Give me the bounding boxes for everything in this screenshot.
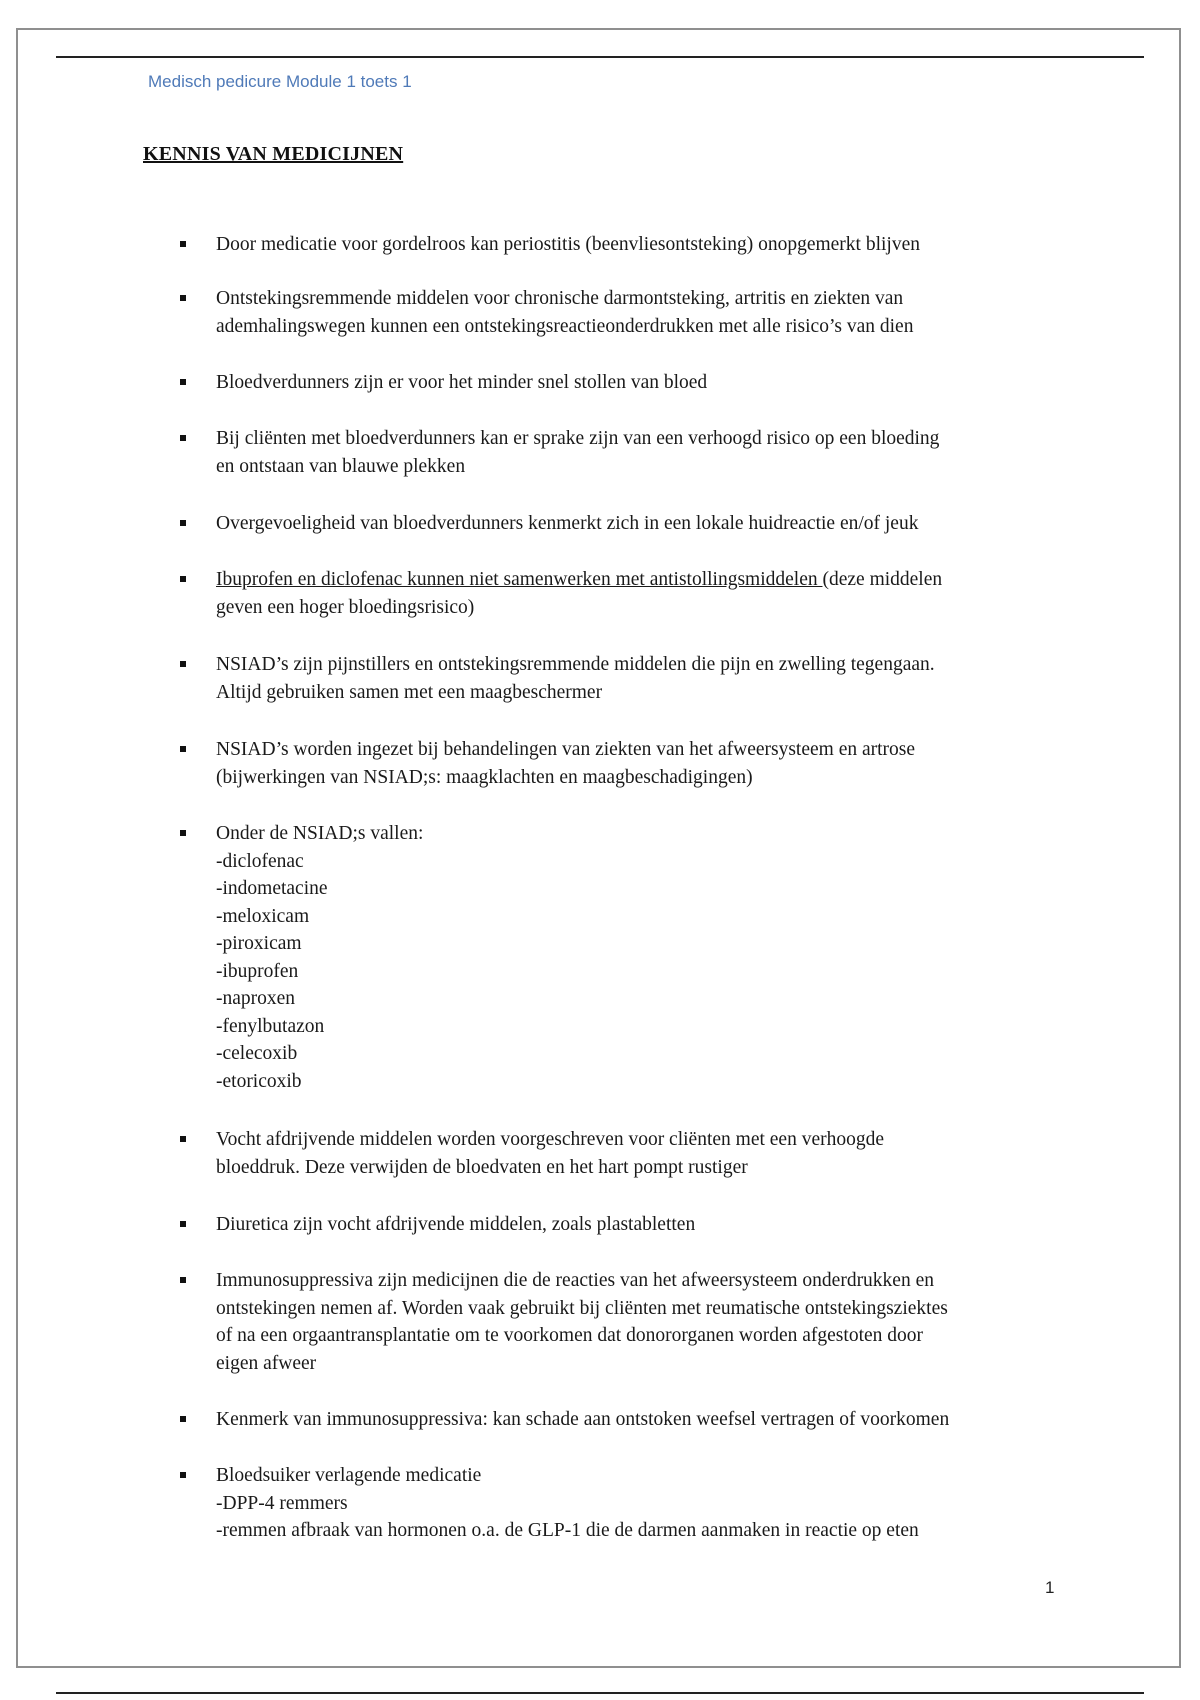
section-title: KENNIS VAN MEDICIJNEN [143, 143, 404, 165]
bullet-marker [180, 746, 186, 752]
text-line: Bloedverdunners zijn er voor het minder snel stollen van bloed [216, 372, 708, 393]
bullet-marker [180, 520, 186, 526]
bullet-marker [180, 1472, 186, 1478]
text-line: -celecoxib [216, 1043, 298, 1064]
text-line: Bij cliënten met bloedverdunners kan er sprake zijn van een verhoogd risico op een bloeding [216, 428, 940, 449]
text-line: Diuretica zijn vocht afdrijvende middelen, zoals plastabletten [216, 1214, 696, 1235]
text-line: en ontstaan van blauwe plekken [216, 455, 466, 477]
text-line: bloeddruk. Deze verwijden de bloedvaten en het hart pompt rustiger [216, 1156, 748, 1178]
bullet-text [216, 510, 1076, 538]
text-line: NSIAD’s worden ingezet bij behandelingen van ziekten van het afweersysteem en artrose [216, 739, 916, 760]
text-line: -ibuprofen [216, 960, 299, 982]
text-line: Altijd gebruiken samen met een maagbeschermer [216, 681, 603, 703]
bullet-marker [180, 1416, 186, 1422]
text-line: Ontstekingsremmende middelen voor chronische darmontsteking, artritis en ziekten van [216, 288, 904, 309]
text-rest: (deze middelen [822, 569, 943, 590]
bullet-marker [180, 576, 186, 582]
text-line: ademhalingswegen kunnen een ontstekingsreactieonderdrukken met alle risico’s van dien [216, 315, 914, 337]
text-line: -etoricoxib [216, 1070, 302, 1092]
bullet-marker [180, 661, 186, 667]
text-line: Onder de NSIAD;s vallen: [216, 823, 424, 844]
document-header: Medisch pedicure Module 1 toets 1 [148, 72, 412, 91]
text-line: (bijwerkingen van NSIAD;s: maagklachten en maagbeschadigingen) [216, 766, 753, 788]
bullet-marker [180, 379, 186, 385]
text-line: of na een orgaantransplantatie om te voorkomen dat donororganen worden afgestoten door [216, 1325, 924, 1346]
bullet-text [216, 425, 1076, 480]
bullet-marker [180, 295, 186, 301]
text-line: NSIAD’s zijn pijnstillers en ontstekingsremmende middelen die pijn en zwelling tegengaan. [216, 654, 935, 675]
bullet-text [216, 1211, 1076, 1239]
bullet-marker [180, 830, 186, 836]
bullet-text [216, 369, 1076, 397]
text-line: Kenmerk van immunosuppressiva: kan schade aan ontstoken weefsel vertragen of voorkomen [216, 1409, 950, 1430]
text-line: ontstekingen nemen af. Worden vaak gebruikt bij cliënten met reumatische ontstekingsziektes [216, 1297, 948, 1319]
text-line: Immunosuppressiva zijn medicijnen die de reacties van het afweersysteem onderdrukken en [216, 1270, 934, 1291]
bullet-text [216, 1406, 1076, 1434]
bullet-text [216, 285, 1076, 340]
text-line: geven een hoger bloedingsrisico) [216, 596, 475, 618]
text-line: -naproxen [216, 988, 296, 1009]
bullet-text [216, 820, 1076, 1095]
text-line: Door medicatie voor gordelroos kan periostitis (beenvliesontsteking) onopgemerkt blijven [216, 234, 920, 255]
bullet-marker [180, 241, 186, 247]
bullet-text [216, 1267, 1076, 1377]
text-line: Bloedsuiker verlagende medicatie [216, 1465, 482, 1486]
text-line: Overgevoeligheid van bloedverdunners kenmerkt zich in een lokale huidreactie en/of jeuk [216, 513, 919, 534]
page-number: 1 [1045, 1578, 1055, 1597]
bullet-marker [180, 1136, 186, 1142]
text-line: Vocht afdrijvende middelen worden voorgeschreven voor cliënten met een verhoogde [216, 1129, 885, 1150]
bullet-marker [180, 1221, 186, 1227]
bullet-marker [180, 435, 186, 441]
text-line: -diclofenac [216, 850, 304, 872]
text-line: -remmen afbraak van hormonen o.a. de GLP-1 die de darmen aanmaken in reactie op eten [216, 1520, 919, 1541]
bullet-text [216, 231, 1076, 259]
text-line: -fenylbutazon [216, 1015, 325, 1037]
bullet-marker [180, 1277, 186, 1283]
bullet-text [216, 1462, 1076, 1545]
text-line: eigen afweer [216, 1352, 317, 1374]
text-line [216, 566, 1076, 594]
bullet-text [216, 651, 1076, 706]
bullet-text [216, 1126, 1076, 1181]
underlined-text: Ibuprofen en diclofenac kunnen niet samenwerken met antistollingsmiddelen [216, 569, 823, 590]
bullet-text [216, 566, 1076, 621]
text-line: -indometacine [216, 878, 328, 899]
bullet-text [216, 736, 1076, 791]
text-line: -DPP-4 remmers [216, 1492, 348, 1514]
text-line: -meloxicam [216, 905, 310, 927]
text-line: -piroxicam [216, 933, 302, 954]
